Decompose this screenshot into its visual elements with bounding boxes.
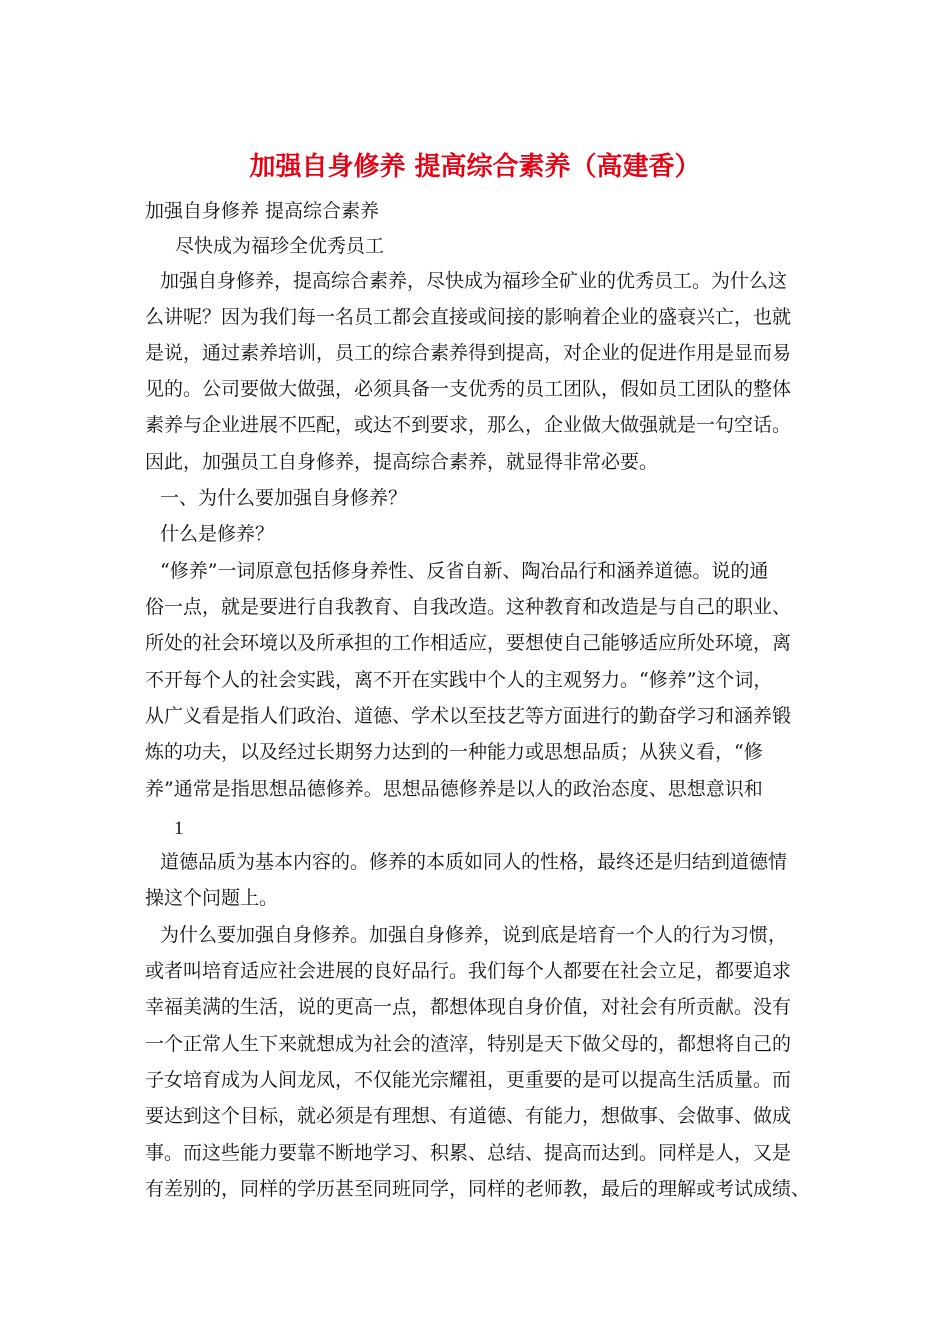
paragraph-line: 道德品质为基本内容的。修养的本质如同人的性格，最终还是归结到道德情	[160, 851, 788, 873]
paragraph-line: 子女培育成为人间龙凤，不仅能光宗耀祖，更重要的是可以提高生活质量。而	[145, 1069, 792, 1091]
paragraph-line: 见的。公司要做大做强，必须具备一支优秀的员工团队，假如员工团队的整体	[145, 378, 792, 400]
paragraph-line: 一个正常人生下来就想成为社会的渣滓，特别是天下做父母的，都想将自己的	[145, 1033, 792, 1055]
paragraph-line: 加强自身修养，提高综合素养，尽快成为福珍全矿业的优秀员工。为什么这	[160, 270, 788, 292]
subtitle-2: 尽快成为福珍全优秀员工	[175, 235, 385, 257]
section-heading: 一、为什么要加强自身修养？	[160, 487, 408, 509]
paragraph-line: 或者叫培育适应社会进展的良好品行。我们每个人都要在社会立足，都要追求	[145, 960, 792, 982]
paragraph-line: “修养”一词原意包括修身养性、反省自新、陶冶品行和涵养道德。说的通	[160, 560, 769, 582]
paragraph-line: 是说，通过素养培训，员工的综合素养得到提高，对企业的促进作用是显而易	[145, 342, 792, 364]
paragraph-line: 养”通常是指思想品德修养。思想品德修养是以人的政治态度、思想意识和	[145, 778, 763, 800]
paragraph-line: 操这个问题上。	[145, 887, 279, 909]
paragraph-line: 素养与企业进展不匹配，或达不到要求，那么，企业做大做强就是一句空话。	[145, 414, 792, 436]
paragraph-line: 因此，加强员工自身修养，提高综合素养，就显得非常必要。	[145, 451, 659, 473]
document-title: 加强自身修养 提高综合素养（高建香）	[249, 152, 701, 182]
paragraph-line: 事。而这些能力要靠不断地学习、积累、总结、提高而达到。同样是人，又是	[145, 1142, 792, 1164]
paragraph-line: 有差别的，同样的学历甚至同班同学，同样的老师教，最后的理解或考试成绩、	[145, 1178, 811, 1200]
subtitle: 加强自身修养 提高综合素养	[145, 200, 380, 222]
paragraph-line: 幸福美满的生活，说的更高一点，都想体现自身价值，对社会有所贡献。没有	[145, 996, 792, 1018]
paragraph-line: 从广义看是指人们政治、道德、学术以至技艺等方面进行的勤奋学习和涵养锻	[145, 705, 792, 727]
subsection-heading: 什么是修养？	[160, 523, 275, 545]
paragraph-line: 为什么要加强自身修养。加强自身修养，说到底是培育一个人的行为习惯，	[160, 924, 788, 946]
paragraph-line: 么讲呢？因为我们每一名员工都会直接或间接的影响着企业的盛衰兴亡，也就	[145, 306, 792, 328]
paragraph-line: 炼的功夫，以及经过长期努力达到的一种能力或思想品质；从狭义看，“修	[145, 741, 763, 763]
page-number: 1	[174, 818, 184, 839]
paragraph-line: 俗一点，就是要进行自我教育、自我改造。这种教育和改造是与自己的职业、	[145, 596, 792, 618]
paragraph-line: 不开每个人的社会实践，离不开在实践中个人的主观努力。“修养”这个词，	[145, 669, 773, 691]
paragraph-line: 要达到这个目标，就必须是有理想、有道德、有能力，想做事、会做事、做成	[145, 1105, 792, 1127]
paragraph-line: 所处的社会环境以及所承担的工作相适应，要想使自己能够适应所处环境，离	[145, 632, 792, 654]
